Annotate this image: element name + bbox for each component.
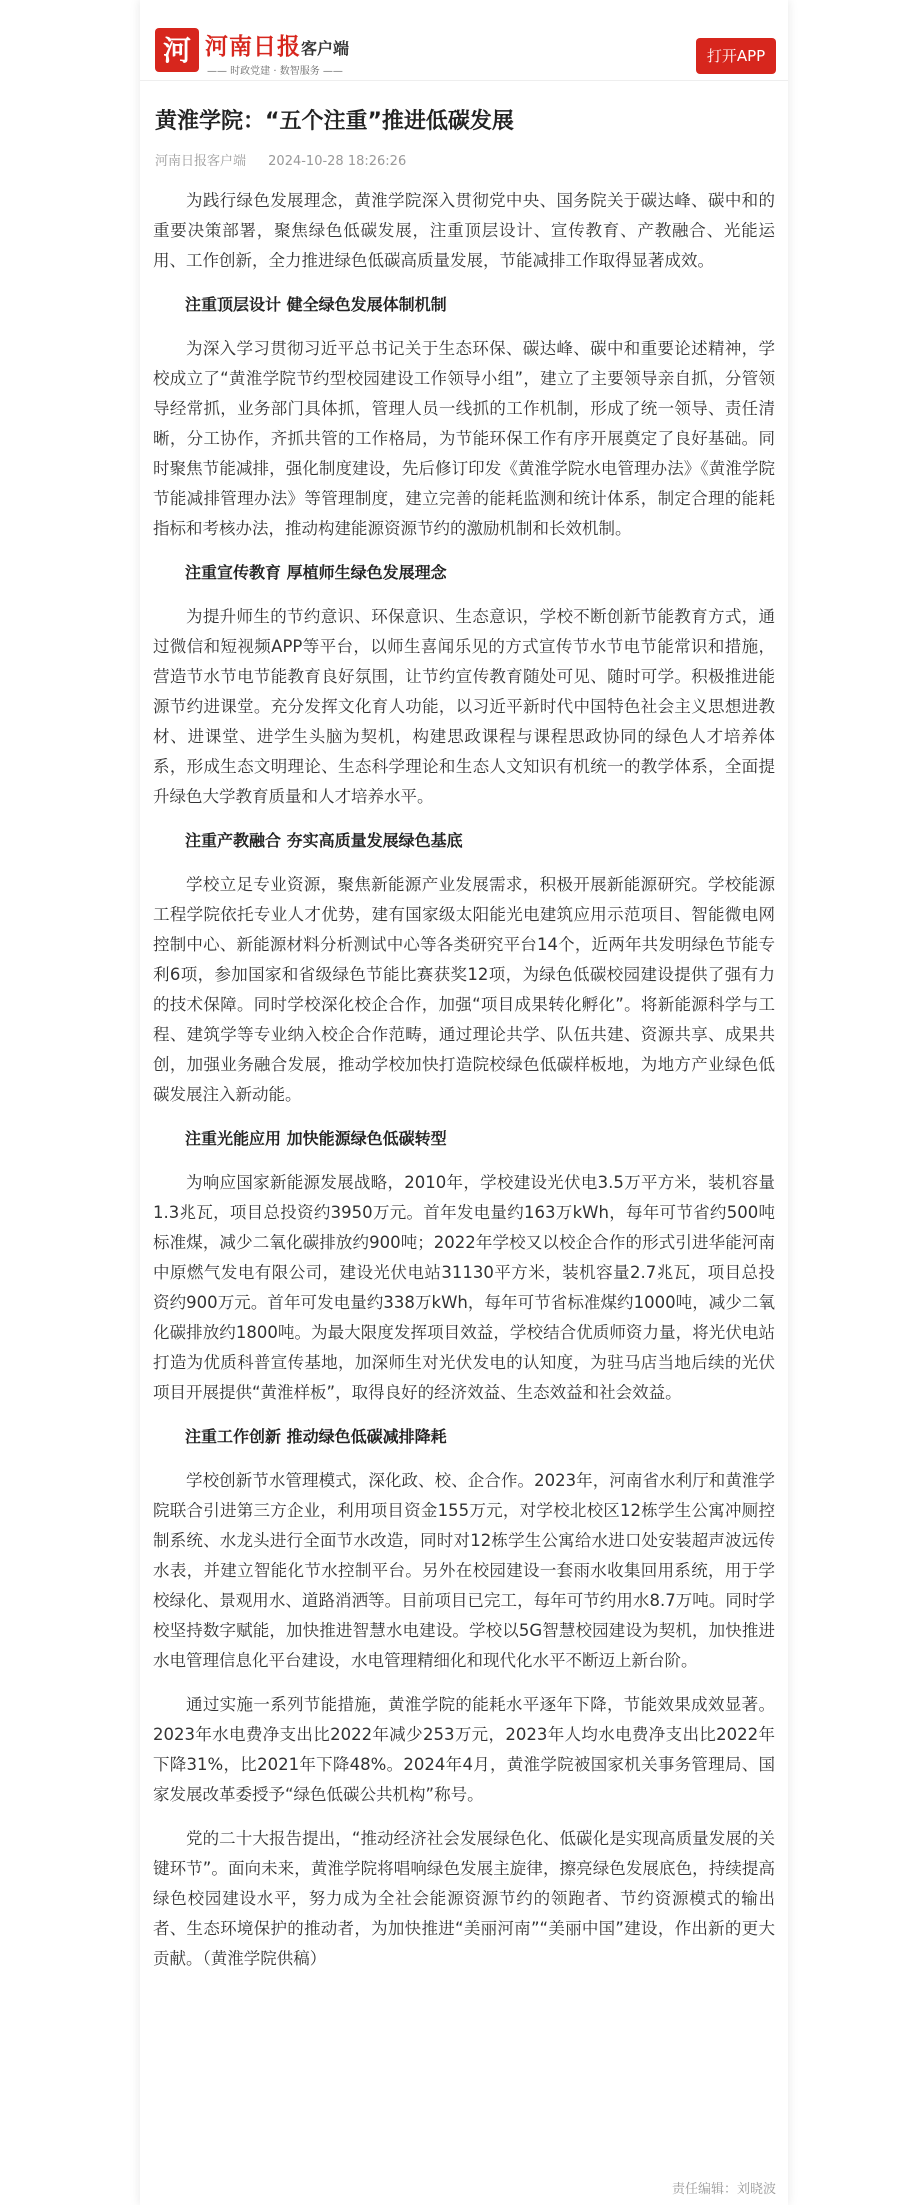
article-time: 2024-10-28 18:26:26: [268, 154, 407, 169]
responsible-editor: 责任编辑：刘晓波: [671, 2182, 776, 2197]
section-heading: 注重产教融合 夯实高质量发展绿色基底: [185, 831, 463, 850]
site-logo[interactable]: [155, 28, 375, 76]
body-paragraph: 学校创新节水管理模式，深化政、校、企合作。2023年，河南省水利厅和黄淮学院联合引进第三方企业，利用项目资金155万元，对学校北校区12栋学生公寓冲厕控制系统、水龙头进行全面节水改造，同时对12栋学生公寓给水进口处安装超声波远传水表，并建立智能化节水控制平台。另外在校园建设一套雨水收集回用系统，用于学校绿化、景观用水、道路消洒等。目前项目已完工，每年可节约用水8.7万吨。同时学校坚持数字赋能，加快推进智慧水电建设。学校以5G智慧校园建设为契机，加快推进水电管理信息化平台建设，水电管理精细化和现代化水平不断迈上新台阶。: [153, 1471, 775, 1670]
svg-text:河: 河: [162, 34, 192, 67]
section-heading: 注重光能应用 加快能源绿色低碳转型: [185, 1129, 447, 1148]
section-heading: 注重宣传教育 厚植师生绿色发展理念: [185, 563, 447, 582]
article-page: [140, 0, 788, 2205]
body-paragraph: 通过实施一系列节能措施，黄淮学院的能耗水平逐年下降，节能效果成效显著。2023年水电费净支出比2022年减少253万元，2023年人均水电费净支出比2022年下降31%，比2021年下降48%。2024年4月，黄淮学院被国家机关事务管理局、国家发展改革委授予“绿色低碳公共机构”称号。: [153, 1695, 775, 1804]
river-seal-icon: [159, 32, 195, 68]
body-paragraph: 为践行绿色发展理念，黄淮学院深入贯彻党中央、国务院关于碳达峰、碳中和的重要决策部署，聚焦绿色低碳发展，注重顶层设计、宣传教育、产教融合、光能运用、工作创新，全力推进绿色低碳高质量发展，节能减排工作取得显著成效。: [153, 191, 775, 270]
section-heading: 注重工作创新 推动绿色低碳减排降耗: [185, 1427, 447, 1446]
body-paragraph: 为提升师生的节约意识、环保意识、生态意识，学校不断创新节能教育方式，通过微信和短视频APP等平台，以师生喜闻乐见的方式宣传节水节电节能常识和措施，营造节水节电节能教育良好氛围，让节约宣传教育随处可见、随时可学。积极推进能源节约进课堂。充分发挥文化育人功能，以习近平新时代中国特色社会主义思想进教材、进课堂、进学生头脑为契机，构建思政课程与课程思政协同的绿色人才培养体系，形成生态文明理论、生态科学理论和生态人文知识有机统一的教学体系，全面提升绿色大学教育质量和人才培养水平。: [153, 607, 775, 806]
article-body: [153, 186, 775, 1988]
article-source: 河南日报客户端: [155, 154, 247, 169]
logo-mark-icon: [155, 28, 199, 72]
body-paragraph: 为深入学习贯彻习近平总书记关于生态环保、碳达峰、碳中和重要论述精神，学校成立了“黄淮学院节约型校园建设工作领导小组”，建立了主要领导亲自抓，分管领导经常抓，业务部门具体抓，管理人员一线抓的工作机制，形成了统一领导、责任清晰，分工协作，齐抓共管的工作格局，为节能环保工作有序开展奠定了良好基础。同时聚焦节能减排，强化制度建设，先后修订印发《黄淮学院水电管理办法》《黄淮学院节能减排管理办法》等管理制度，建立完善的能耗监测和统计体系，制定合理的能耗指标和考核办法，推动构建能源资源节约的激励机制和长效机制。: [153, 339, 775, 538]
body-paragraph: 党的二十大报告提出，“推动经济社会发展绿色化、低碳化是实现高质量发展的关键环节”。面向未来，黄淮学院将唱响绿色发展主旋律，擦亮绿色发展底色，持续提高绿色校园建设水平，努力成为全社会能源资源节约的领跑者、节约资源模式的输出者、生态环境保护的推动者，为加快推进“美丽河南”“美丽中国”建设，作出新的更大贡献。（黄淮学院供稿）: [153, 1829, 775, 1968]
logo-slogan: —— 时政党建 · 数智服务 ——: [207, 66, 343, 77]
logo-name: 河南日报客户端: [205, 33, 350, 60]
article-meta: [155, 150, 424, 169]
body-paragraph: 为响应国家新能源发展战略，2010年，学校建设光伏电3.5万平方米，装机容量1.3兆瓦，项目总投资约3950万元。首年发电量约163万kWh，每年可节省约500吨标准煤，减少二氧化碳排放约900吨；2022年学校又以校企合作的形式引进华能河南中原燃气发电有限公司，建设光伏电站31130平方米，装机容量2.7兆瓦，项目总投资约900万元。首年可发电量约338万kWh，每年可节省标准煤约1000吨，减少二氧化碳排放约1800吨。为最大限度发挥项目效益，学校结合优质师资力量，将光伏电站打造为优质科普宣传基地，加深师生对光伏发电的认知度，为驻马店当地后续的光伏项目开展提供“黄淮样板”，取得良好的经济效益、生态效益和社会效益。: [153, 1173, 775, 1402]
body-paragraph: 学校立足专业资源，聚焦新能源产业发展需求，积极开展新能源研究。学校能源工程学院依托专业人才优势，建有国家级太阳能光电建筑应用示范项目、智能微电网控制中心、新能源材料分析测试中心等各类研究平台14个，近两年共发明绿色节能专利6项，参加国家和省级绿色节能比赛获奖12项，为绿色低碳校园建设提供了强有力的技术保障。同时学校深化校企合作，加强“项目成果转化孵化”。将新能源科学与工程、建筑学等专业纳入校企合作范畴，通过理论共学、队伍共建、资源共享、成果共创，加强业务融合发展，推动学校加快打造院校绿色低碳样板地，为地方产业绿色低碳发展注入新动能。: [153, 875, 775, 1104]
article-title: 黄淮学院：“五个注重”推进低碳发展: [155, 109, 514, 134]
site-header: [140, 0, 788, 81]
open-app-button[interactable]: 打开APP: [696, 38, 776, 74]
logo-suffix: 客户端: [301, 39, 350, 58]
section-heading: 注重顶层设计 健全绿色发展体制机制: [185, 295, 447, 314]
